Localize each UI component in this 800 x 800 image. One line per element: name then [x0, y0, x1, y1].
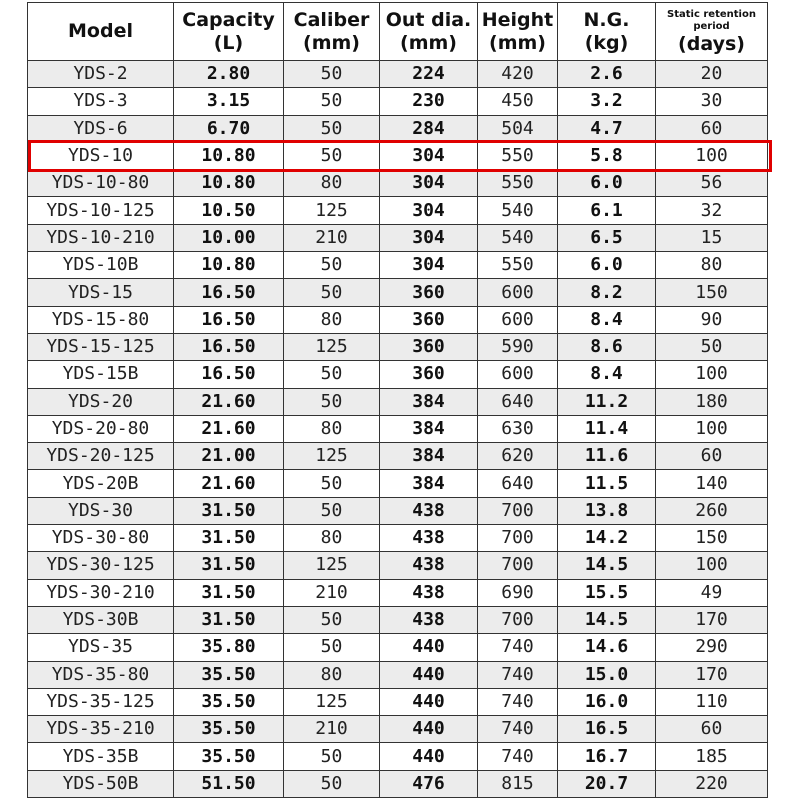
cell-ng: 11.2 [558, 388, 656, 415]
cell-caliber: 125 [284, 688, 380, 715]
cell-out-dia: 384 [380, 443, 478, 470]
cell-height: 550 [478, 142, 558, 169]
cell-capacity: 35.80 [174, 634, 284, 661]
cell-height: 620 [478, 443, 558, 470]
cell-capacity: 10.00 [174, 224, 284, 251]
cell-ng: 16.5 [558, 716, 656, 743]
table-row [28, 525, 768, 552]
header-retention-unit: (days) [678, 32, 745, 55]
cell-out-dia: 360 [380, 361, 478, 388]
cell-capacity: 51.50 [174, 770, 284, 797]
table-row [28, 743, 768, 770]
cell-out-dia: 440 [380, 634, 478, 661]
header-out-dia [380, 3, 478, 61]
cell-out-dia: 224 [380, 61, 478, 88]
cell-caliber: 50 [284, 743, 380, 770]
table-row [28, 224, 768, 251]
cell-ng: 14.6 [558, 634, 656, 661]
cell-model: YDS-30B [28, 606, 174, 633]
cell-capacity: 16.50 [174, 306, 284, 333]
cell-retention: 100 [656, 552, 768, 579]
cell-height: 504 [478, 115, 558, 142]
cell-capacity: 31.50 [174, 552, 284, 579]
cell-model: YDS-10-210 [28, 224, 174, 251]
cell-height: 630 [478, 415, 558, 442]
cell-ng: 11.4 [558, 415, 656, 442]
cell-out-dia: 304 [380, 252, 478, 279]
cell-out-dia: 230 [380, 88, 478, 115]
cell-retention: 50 [656, 333, 768, 360]
cell-caliber: 80 [284, 306, 380, 333]
header-ng-label: N.G. [583, 8, 630, 31]
cell-caliber: 50 [284, 115, 380, 142]
cell-caliber: 125 [284, 552, 380, 579]
cell-ng: 14.5 [558, 552, 656, 579]
table-header [28, 3, 768, 61]
cell-caliber: 50 [284, 497, 380, 524]
cell-model: YDS-10 [28, 142, 174, 169]
cell-caliber: 50 [284, 88, 380, 115]
cell-height: 740 [478, 716, 558, 743]
header-ng [558, 3, 656, 61]
cell-model: YDS-15B [28, 361, 174, 388]
cell-capacity: 16.50 [174, 333, 284, 360]
cell-capacity: 10.50 [174, 197, 284, 224]
cell-retention: 220 [656, 770, 768, 797]
cell-caliber: 50 [284, 770, 380, 797]
cell-retention: 185 [656, 743, 768, 770]
table-row [28, 579, 768, 606]
cell-retention: 180 [656, 388, 768, 415]
cell-out-dia: 304 [380, 197, 478, 224]
cell-retention: 32 [656, 197, 768, 224]
cell-retention: 100 [656, 142, 768, 169]
header-retention-label: Static retention period [667, 8, 756, 32]
cell-ng: 2.6 [558, 61, 656, 88]
cell-height: 690 [478, 579, 558, 606]
cell-height: 740 [478, 661, 558, 688]
cell-model: YDS-20B [28, 470, 174, 497]
cell-retention: 90 [656, 306, 768, 333]
header-height-label: Height [481, 8, 554, 31]
cell-ng: 11.5 [558, 470, 656, 497]
cell-model: YDS-20 [28, 388, 174, 415]
cell-height: 740 [478, 743, 558, 770]
table-row [28, 252, 768, 279]
cell-capacity: 21.60 [174, 415, 284, 442]
cell-caliber: 125 [284, 333, 380, 360]
cell-height: 450 [478, 88, 558, 115]
cell-caliber: 50 [284, 61, 380, 88]
cell-capacity: 21.60 [174, 470, 284, 497]
cell-model: YDS-20-125 [28, 443, 174, 470]
cell-out-dia: 384 [380, 415, 478, 442]
cell-retention: 100 [656, 415, 768, 442]
cell-height: 640 [478, 388, 558, 415]
cell-out-dia: 304 [380, 142, 478, 169]
cell-capacity: 21.60 [174, 388, 284, 415]
cell-retention: 140 [656, 470, 768, 497]
cell-capacity: 16.50 [174, 279, 284, 306]
cell-capacity: 21.00 [174, 443, 284, 470]
cell-ng: 8.2 [558, 279, 656, 306]
cell-out-dia: 438 [380, 497, 478, 524]
header-ng-unit: (kg) [584, 31, 629, 54]
header-caliber [284, 3, 380, 61]
cell-caliber: 210 [284, 716, 380, 743]
cell-retention: 20 [656, 61, 768, 88]
cell-model: YDS-30 [28, 497, 174, 524]
cell-ng: 4.7 [558, 115, 656, 142]
cell-capacity: 10.80 [174, 252, 284, 279]
table-row [28, 170, 768, 197]
cell-model: YDS-15-80 [28, 306, 174, 333]
cell-height: 740 [478, 634, 558, 661]
cell-model: YDS-10-80 [28, 170, 174, 197]
table-row [28, 634, 768, 661]
cell-capacity: 6.70 [174, 115, 284, 142]
header-out-dia-unit: (mm) [400, 31, 457, 54]
cell-height: 640 [478, 470, 558, 497]
cell-capacity: 3.15 [174, 88, 284, 115]
header-row [28, 3, 768, 61]
cell-height: 600 [478, 306, 558, 333]
cell-retention: 60 [656, 443, 768, 470]
cell-retention: 80 [656, 252, 768, 279]
cell-out-dia: 438 [380, 606, 478, 633]
cell-model: YDS-30-125 [28, 552, 174, 579]
table-row [28, 61, 768, 88]
cell-retention: 60 [656, 716, 768, 743]
cell-model: YDS-35-125 [28, 688, 174, 715]
cell-out-dia: 438 [380, 552, 478, 579]
cell-ng: 15.5 [558, 579, 656, 606]
cell-height: 540 [478, 224, 558, 251]
cell-model: YDS-10-125 [28, 197, 174, 224]
cell-out-dia: 440 [380, 661, 478, 688]
cell-caliber: 210 [284, 224, 380, 251]
table-row [28, 361, 768, 388]
cell-height: 700 [478, 497, 558, 524]
table-row [28, 661, 768, 688]
cell-ng: 6.5 [558, 224, 656, 251]
cell-out-dia: 440 [380, 743, 478, 770]
cell-model: YDS-15 [28, 279, 174, 306]
cell-model: YDS-3 [28, 88, 174, 115]
table-row [28, 443, 768, 470]
header-capacity-label: Capacity [182, 8, 275, 31]
table-row [28, 115, 768, 142]
cell-ng: 14.2 [558, 525, 656, 552]
table-row [28, 497, 768, 524]
cell-out-dia: 304 [380, 224, 478, 251]
table-row [28, 306, 768, 333]
header-out-dia-label: Out dia. [385, 8, 472, 31]
cell-retention: 150 [656, 279, 768, 306]
cell-capacity: 10.80 [174, 142, 284, 169]
cell-height: 700 [478, 552, 558, 579]
cell-height: 700 [478, 525, 558, 552]
cell-caliber: 80 [284, 415, 380, 442]
cell-out-dia: 440 [380, 716, 478, 743]
cell-model: YDS-6 [28, 115, 174, 142]
cell-model: YDS-35-80 [28, 661, 174, 688]
table-body [28, 61, 768, 798]
cell-out-dia: 384 [380, 388, 478, 415]
cell-height: 550 [478, 170, 558, 197]
cell-caliber: 50 [284, 606, 380, 633]
header-model-label: Model [68, 20, 133, 42]
table-row [28, 716, 768, 743]
cell-model: YDS-10B [28, 252, 174, 279]
cell-ng: 20.7 [558, 770, 656, 797]
table-row [28, 606, 768, 633]
cell-retention: 100 [656, 361, 768, 388]
cell-model: YDS-2 [28, 61, 174, 88]
cell-capacity: 35.50 [174, 688, 284, 715]
cell-out-dia: 476 [380, 770, 478, 797]
cell-model: YDS-35B [28, 743, 174, 770]
header-height [478, 3, 558, 61]
cell-model: YDS-50B [28, 770, 174, 797]
cell-ng: 11.6 [558, 443, 656, 470]
table-row [28, 197, 768, 224]
table-row [28, 415, 768, 442]
cell-retention: 290 [656, 634, 768, 661]
cell-caliber: 50 [284, 142, 380, 169]
cell-height: 540 [478, 197, 558, 224]
cell-capacity: 31.50 [174, 579, 284, 606]
cell-ng: 16.0 [558, 688, 656, 715]
cell-height: 590 [478, 333, 558, 360]
cell-out-dia: 384 [380, 470, 478, 497]
cell-height: 550 [478, 252, 558, 279]
header-capacity-unit: (L) [213, 31, 244, 54]
cell-retention: 170 [656, 606, 768, 633]
cell-retention: 170 [656, 661, 768, 688]
table-row [28, 142, 768, 169]
cell-caliber: 50 [284, 279, 380, 306]
cell-model: YDS-30-210 [28, 579, 174, 606]
cell-caliber: 50 [284, 361, 380, 388]
cell-capacity: 31.50 [174, 606, 284, 633]
cell-out-dia: 284 [380, 115, 478, 142]
cell-capacity: 10.80 [174, 170, 284, 197]
cell-caliber: 80 [284, 525, 380, 552]
cell-height: 420 [478, 61, 558, 88]
cell-retention: 30 [656, 88, 768, 115]
cell-capacity: 35.50 [174, 743, 284, 770]
cell-ng: 13.8 [558, 497, 656, 524]
table-row [28, 770, 768, 797]
header-caliber-unit: (mm) [303, 31, 360, 54]
cell-ng: 14.5 [558, 606, 656, 633]
cell-caliber: 50 [284, 470, 380, 497]
cell-retention: 110 [656, 688, 768, 715]
cell-model: YDS-35 [28, 634, 174, 661]
cell-ng: 6.0 [558, 252, 656, 279]
table-row [28, 388, 768, 415]
cell-caliber: 125 [284, 443, 380, 470]
cell-caliber: 80 [284, 661, 380, 688]
cell-ng: 6.0 [558, 170, 656, 197]
cell-ng: 6.1 [558, 197, 656, 224]
cell-caliber: 125 [284, 197, 380, 224]
header-capacity [174, 3, 284, 61]
cell-retention: 150 [656, 525, 768, 552]
cell-out-dia: 360 [380, 333, 478, 360]
cell-caliber: 50 [284, 634, 380, 661]
cell-model: YDS-15-125 [28, 333, 174, 360]
cell-height: 740 [478, 688, 558, 715]
table-row [28, 88, 768, 115]
cell-caliber: 50 [284, 252, 380, 279]
cell-ng: 3.2 [558, 88, 656, 115]
table-row [28, 333, 768, 360]
cell-capacity: 35.50 [174, 716, 284, 743]
cell-ng: 8.6 [558, 333, 656, 360]
cell-height: 700 [478, 606, 558, 633]
table-row [28, 552, 768, 579]
cell-caliber: 50 [284, 388, 380, 415]
cell-retention: 56 [656, 170, 768, 197]
cell-height: 600 [478, 279, 558, 306]
cell-out-dia: 360 [380, 279, 478, 306]
cell-height: 815 [478, 770, 558, 797]
cell-out-dia: 438 [380, 525, 478, 552]
cell-retention: 60 [656, 115, 768, 142]
cell-ng: 16.7 [558, 743, 656, 770]
table-row [28, 470, 768, 497]
cell-ng: 5.8 [558, 142, 656, 169]
cell-caliber: 80 [284, 170, 380, 197]
header-model [28, 3, 174, 61]
cell-out-dia: 440 [380, 688, 478, 715]
header-caliber-label: Caliber [293, 8, 370, 31]
spec-table [27, 2, 768, 798]
cell-capacity: 35.50 [174, 661, 284, 688]
cell-ng: 8.4 [558, 306, 656, 333]
table-row [28, 279, 768, 306]
cell-ng: 15.0 [558, 661, 656, 688]
header-retention [656, 3, 768, 61]
cell-retention: 260 [656, 497, 768, 524]
cell-out-dia: 438 [380, 579, 478, 606]
cell-ng: 8.4 [558, 361, 656, 388]
table-row [28, 688, 768, 715]
cell-model: YDS-35-210 [28, 716, 174, 743]
cell-model: YDS-20-80 [28, 415, 174, 442]
cell-model: YDS-30-80 [28, 525, 174, 552]
cell-out-dia: 360 [380, 306, 478, 333]
cell-caliber: 210 [284, 579, 380, 606]
cell-out-dia: 304 [380, 170, 478, 197]
cell-capacity: 16.50 [174, 361, 284, 388]
cell-retention: 49 [656, 579, 768, 606]
cell-height: 600 [478, 361, 558, 388]
cell-capacity: 31.50 [174, 497, 284, 524]
cell-retention: 15 [656, 224, 768, 251]
header-height-unit: (mm) [489, 31, 546, 54]
cell-capacity: 31.50 [174, 525, 284, 552]
cell-capacity: 2.80 [174, 61, 284, 88]
